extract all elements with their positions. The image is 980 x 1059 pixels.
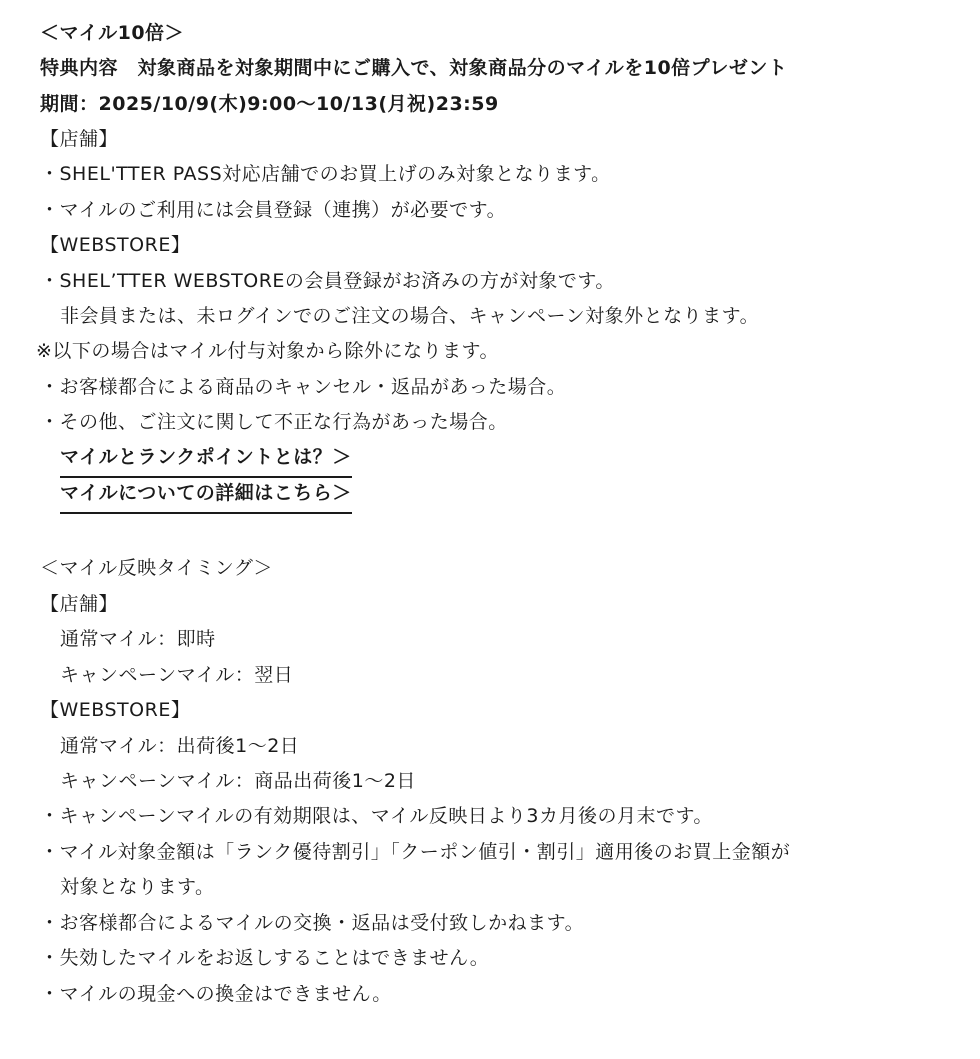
timing-store-item: キャンペーンマイル：翌日 (60, 664, 294, 686)
webstore-note-continued: 非会員または、未ログインでのご注文の場合、キャンペーン対象外となります。 (60, 305, 760, 327)
timing-note: ・マイルの現金への換金はできません。 (40, 983, 392, 1005)
webstore-section-heading: 【WEBSTORE】 (40, 234, 191, 256)
timing-store-item: 通常マイル：即時 (60, 628, 216, 650)
timing-note-continued: 対象となります。 (60, 876, 215, 898)
timing-webstore-item: 通常マイル：出荷後1～2日 (60, 735, 300, 757)
campaign-period: 期間：2025/10/9(木)9:00～10/13(月祝)23:59 (40, 93, 499, 115)
store-note: ・マイルのご利用には会員登録（連携）が必要です。 (40, 199, 507, 221)
exclusion-heading: ※以下の場合はマイル付与対象から除外になります。 (36, 340, 500, 362)
campaign-heading: ＜マイル10倍＞ (40, 22, 185, 44)
timing-store-heading: 【店舗】 (40, 593, 119, 615)
miles-rank-points-link[interactable]: マイルとランクポイントとは？＞ (60, 440, 352, 478)
timing-note: ・マイル対象金額は「ランク優待割引」「クーポン値引・割引」適用後のお買上金額が (40, 841, 791, 863)
campaign-benefit: 特典内容 対象商品を対象期間中にご購入で、対象商品分のマイルを10倍プレゼント (40, 57, 788, 79)
timing-note: ・キャンペーンマイルの有効期限は、マイル反映日より3カ月後の月末です。 (40, 805, 713, 827)
timing-note: ・失効したマイルをお返しすることはできません。 (40, 947, 490, 969)
exclusion-item: ・お客様都合による商品のキャンセル・返品があった場合。 (40, 376, 567, 398)
miles-details-link[interactable]: マイルについての詳細はこちら＞ (60, 476, 352, 514)
timing-webstore-item: キャンペーンマイル：商品出荷後1～2日 (60, 770, 416, 792)
timing-note: ・お客様都合によるマイルの交換・返品は受付致しかねます。 (40, 912, 585, 934)
exclusion-item: ・その他、ご注文に関して不正な行為があった場合。 (40, 411, 508, 433)
store-note: ・SHEL'TTER PASS対応店舗でのお買上げのみ対象となります。 (40, 163, 611, 185)
store-section-heading: 【店舗】 (40, 128, 119, 150)
timing-heading: ＜マイル反映タイミング＞ (40, 557, 273, 579)
webstore-note: ・SHEL’TTER WEBSTOREの会員登録がお済みの方が対象です。 (40, 270, 615, 292)
timing-webstore-heading: 【WEBSTORE】 (40, 699, 191, 721)
